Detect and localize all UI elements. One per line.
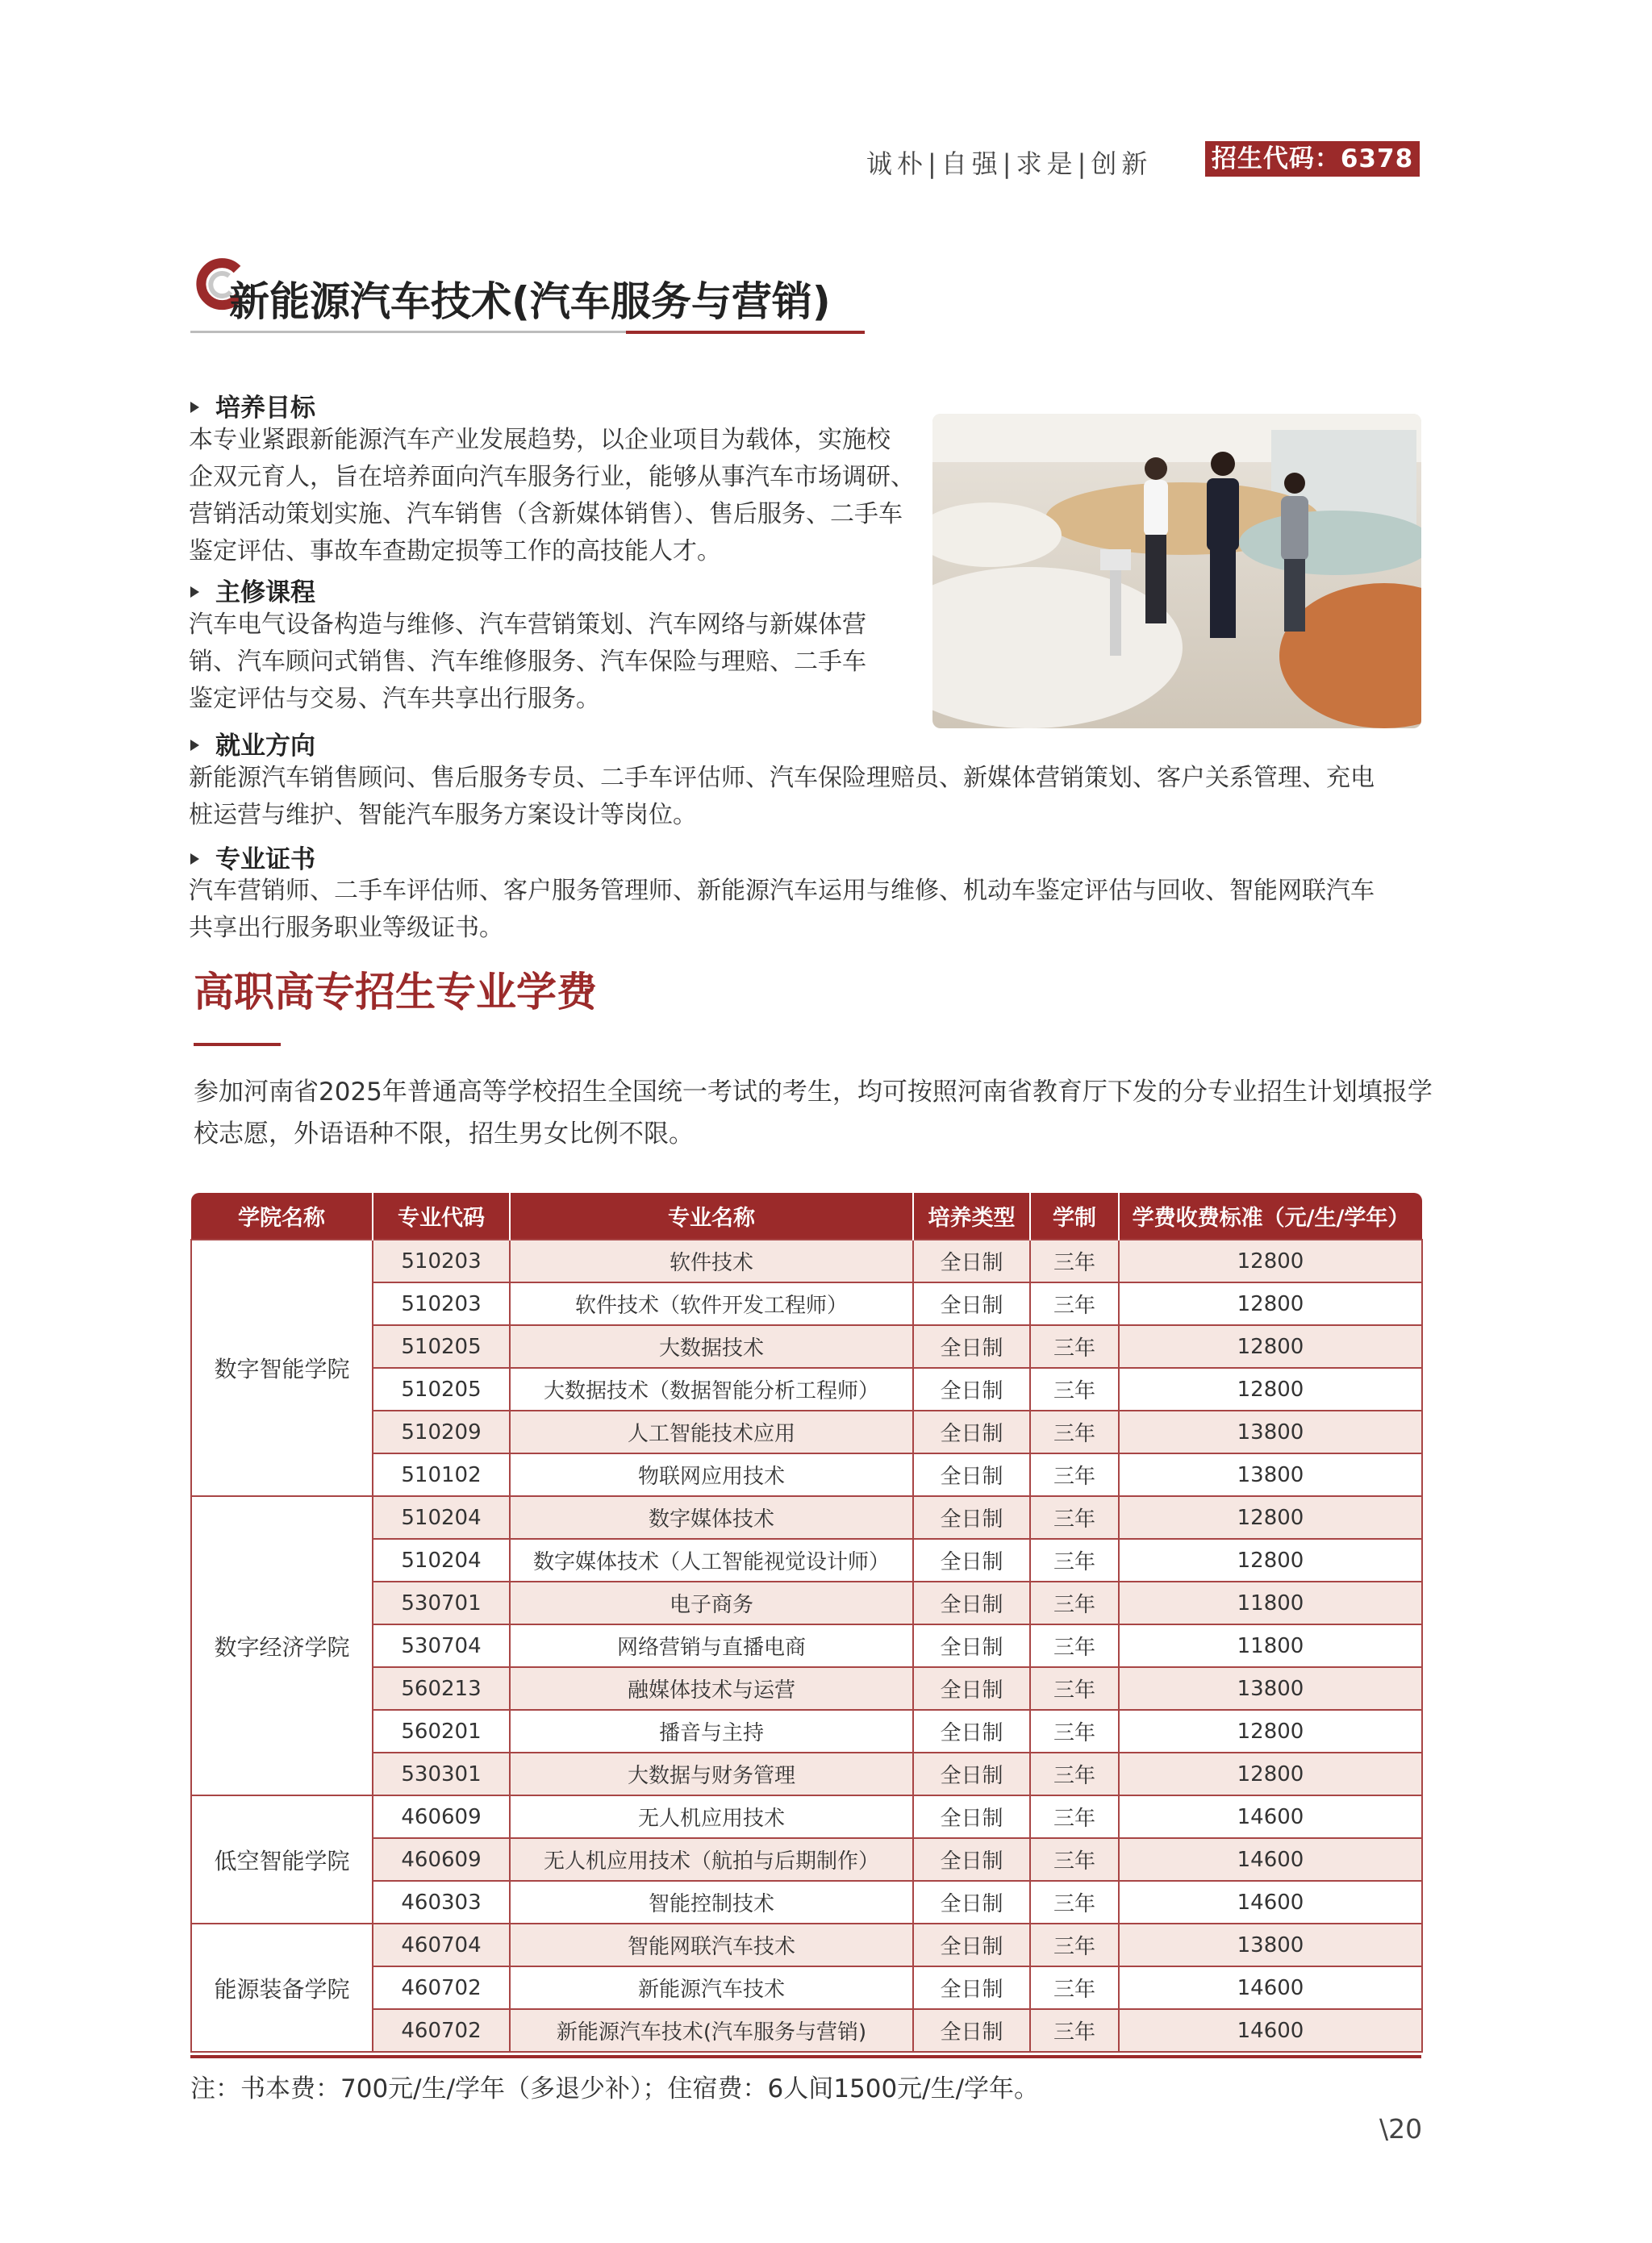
study-type-cell: 全日制 [913, 1539, 1030, 1582]
table-row [191, 2009, 1422, 2052]
tuition-cell: 14600 [1119, 1795, 1422, 1838]
study-type-cell: 全日制 [913, 1582, 1030, 1624]
table-row [191, 1924, 1422, 1966]
column-header: 学院名称 [191, 1193, 373, 1240]
triangle-bullet-icon [190, 853, 199, 865]
tuition-cell: 11800 [1119, 1624, 1422, 1667]
study-type-cell: 全日制 [913, 1453, 1030, 1496]
major-name-cell: 软件技术（软件开发工程师） [510, 1282, 913, 1325]
major-code-cell: 460704 [373, 1924, 510, 1966]
header-motto: 诚朴|自强|求是|创新 [866, 148, 1153, 179]
major-name-cell: 新能源汽车技术(汽车服务与营销) [510, 2009, 913, 2052]
tuition-cell: 13800 [1119, 1453, 1422, 1496]
college-name-cell: 能源装备学院 [191, 1924, 373, 2052]
study-type-cell: 全日制 [913, 1667, 1030, 1710]
tuition-cell: 13800 [1119, 1667, 1422, 1710]
major-code-cell: 460303 [373, 1881, 510, 1924]
study-type-cell: 全日制 [913, 1624, 1030, 1667]
duration-cell: 三年 [1030, 1838, 1119, 1881]
major-name-cell: 无人机应用技术 [510, 1795, 913, 1838]
duration-cell: 三年 [1030, 1411, 1119, 1453]
page-number: \20 [1379, 2113, 1423, 2145]
college-name-cell: 低空智能学院 [191, 1795, 373, 1924]
triangle-bullet-icon [190, 586, 199, 598]
study-type-cell: 全日制 [913, 1240, 1030, 1282]
major-code-cell: 510203 [373, 1240, 510, 1282]
study-type-cell: 全日制 [913, 1368, 1030, 1411]
major-name-cell: 无人机应用技术（航拍与后期制作） [510, 1838, 913, 1881]
tuition-cell: 12800 [1119, 1496, 1422, 1539]
college-name-cell: 数字智能学院 [191, 1240, 373, 1496]
table-row [191, 1325, 1422, 1368]
major-name-cell: 大数据与财务管理 [510, 1753, 913, 1795]
tuition-cell: 13800 [1119, 1924, 1422, 1966]
study-type-cell: 全日制 [913, 1411, 1030, 1453]
column-header: 学制 [1030, 1193, 1119, 1240]
study-type-cell: 全日制 [913, 1282, 1030, 1325]
major-code-cell: 510204 [373, 1496, 510, 1539]
triangle-bullet-icon [190, 740, 199, 751]
duration-cell: 三年 [1030, 1453, 1119, 1496]
section-text-certificates: 汽车营销师、二手车评估师、客户服务管理师、新能源汽车运用与维修、机动车鉴定评估与回收、智能网联汽车 共享出行服务职业等级证书。 [189, 877, 1375, 942]
tuition-cell: 12800 [1119, 1368, 1422, 1411]
table-header-row [191, 1193, 1422, 1240]
major-name-cell: 智能网联汽车技术 [510, 1924, 913, 1966]
column-header: 培养类型 [913, 1193, 1030, 1240]
major-name-cell: 融媒体技术与运营 [510, 1667, 913, 1710]
duration-cell: 三年 [1030, 1795, 1119, 1838]
table-row [191, 1240, 1422, 1282]
duration-cell: 三年 [1030, 1624, 1119, 1667]
table-row [191, 1753, 1422, 1795]
major-code-cell: 460702 [373, 2009, 510, 2052]
tuition-cell: 12800 [1119, 1240, 1422, 1282]
column-header: 学费收费标准（元/生/学年） [1119, 1193, 1422, 1240]
fee-section-title: 高职高专招生专业学费 [194, 969, 597, 1015]
major-code-cell: 530701 [373, 1582, 510, 1624]
tuition-cell: 12800 [1119, 1710, 1422, 1753]
table-row [191, 1881, 1422, 1924]
section-text-careers: 新能源汽车销售顾问、售后服务专员、二手车评估师、汽车保险理赔员、新媒体营销策划、客户关系管理、充电 桩运营与维护、智能汽车服务方案设计等岗位。 [189, 764, 1375, 829]
fee-intro-text: 参加河南省2025年普通高等学校招生全国统一考试的考生，均可按照河南省教育厅下发的分专业招生计划填报学 校志愿，外语语种不限，招生男女比例不限。 [194, 1078, 1433, 1149]
study-type-cell: 全日制 [913, 1753, 1030, 1795]
major-name-cell: 数字媒体技术（人工智能视觉设计师） [510, 1539, 913, 1582]
duration-cell: 三年 [1030, 1282, 1119, 1325]
major-name-cell: 播音与主持 [510, 1710, 913, 1753]
major-name-cell: 大数据技术（数据智能分析工程师） [510, 1368, 913, 1411]
major-code-cell: 460609 [373, 1838, 510, 1881]
tuition-cell: 14600 [1119, 1838, 1422, 1881]
column-header: 专业名称 [510, 1193, 913, 1240]
duration-cell: 三年 [1030, 1924, 1119, 1966]
table-row [191, 1282, 1422, 1325]
table-row [191, 1539, 1422, 1582]
duration-cell: 三年 [1030, 1582, 1119, 1624]
table-row [191, 1710, 1422, 1753]
table-row [191, 1966, 1422, 2009]
enrollment-code-badge: 招生代码：6378 [1205, 141, 1420, 177]
tuition-cell: 13800 [1119, 1411, 1422, 1453]
section-text-goal: 本专业紧跟新能源汽车产业发展趋势，以企业项目为载体，实施校 企双元育人，旨在培养面向汽车服务行业，能够从事汽车市场调研、 营销活动策划实施、汽车销售（含新媒体销售）、售后服务、二手车 鉴定评估、事故车查勘定损等工作的高技能人才。 [189, 426, 915, 565]
major-code-cell: 510205 [373, 1325, 510, 1368]
major-code-cell: 530704 [373, 1624, 510, 1667]
duration-cell: 三年 [1030, 1667, 1119, 1710]
tuition-cell: 14600 [1119, 1966, 1422, 2009]
triangle-bullet-icon [190, 402, 199, 413]
major-code-cell: 510203 [373, 1282, 510, 1325]
duration-cell: 三年 [1030, 1966, 1119, 2009]
column-header: 专业代码 [373, 1193, 510, 1240]
study-type-cell: 全日制 [913, 1710, 1030, 1753]
table-row [191, 1368, 1422, 1411]
major-name-cell: 软件技术 [510, 1240, 913, 1282]
title-underline-accent [626, 331, 865, 334]
major-code-cell: 510205 [373, 1368, 510, 1411]
tuition-table [190, 1193, 1423, 2053]
major-code-cell: 510102 [373, 1453, 510, 1496]
major-name-cell: 智能控制技术 [510, 1881, 913, 1924]
duration-cell: 三年 [1030, 1368, 1119, 1411]
table-row [191, 1582, 1422, 1624]
college-name-cell: 数字经济学院 [191, 1496, 373, 1795]
duration-cell: 三年 [1030, 2009, 1119, 2052]
duration-cell: 三年 [1030, 1496, 1119, 1539]
tuition-cell: 11800 [1119, 1582, 1422, 1624]
major-name-cell: 数字媒体技术 [510, 1496, 913, 1539]
car-showroom-photo [932, 414, 1421, 728]
study-type-cell: 全日制 [913, 1795, 1030, 1838]
section-heading-courses: 主修课程 [190, 572, 315, 608]
fee-footnote: 注：书本费：700元/生/学年（多退少补）；住宿费：6人间1500元/生/学年。 [190, 2074, 1040, 2103]
major-code-cell: 510209 [373, 1411, 510, 1453]
table-row [191, 1453, 1422, 1496]
duration-cell: 三年 [1030, 1753, 1119, 1795]
major-name-cell: 新能源汽车技术 [510, 1966, 913, 2009]
duration-cell: 三年 [1030, 1240, 1119, 1282]
major-name-cell: 大数据技术 [510, 1325, 913, 1368]
tuition-cell: 12800 [1119, 1325, 1422, 1368]
major-code-cell: 560213 [373, 1667, 510, 1710]
study-type-cell: 全日制 [913, 1496, 1030, 1539]
tuition-cell: 12800 [1119, 1539, 1422, 1582]
tuition-cell: 14600 [1119, 1881, 1422, 1924]
duration-cell: 三年 [1030, 1325, 1119, 1368]
major-name-cell: 电子商务 [510, 1582, 913, 1624]
major-code-cell: 460702 [373, 1966, 510, 2009]
table-row [191, 1496, 1422, 1539]
major-code-cell: 460609 [373, 1795, 510, 1838]
major-name-cell: 物联网应用技术 [510, 1453, 913, 1496]
duration-cell: 三年 [1030, 1710, 1119, 1753]
table-bottom-rule [190, 2055, 1421, 2058]
fee-title-underline [194, 1043, 281, 1046]
section-text-courses: 汽车电气设备构造与维修、汽车营销策划、汽车网络与新媒体营 销、汽车顾问式销售、汽车维修服务、汽车保险与理赔、二手车 鉴定评估与交易、汽车共享出行服务。 [189, 611, 866, 713]
study-type-cell: 全日制 [913, 2009, 1030, 2052]
study-type-cell: 全日制 [913, 1924, 1030, 1966]
major-code-cell: 510204 [373, 1539, 510, 1582]
major-code-cell: 560201 [373, 1710, 510, 1753]
title-underline [190, 331, 626, 333]
major-title: 新能源汽车技术(汽车服务与营销) [229, 278, 831, 325]
duration-cell: 三年 [1030, 1881, 1119, 1924]
table-row [191, 1411, 1422, 1453]
table-row [191, 1795, 1422, 1838]
major-name-cell: 网络营销与直播电商 [510, 1624, 913, 1667]
duration-cell: 三年 [1030, 1539, 1119, 1582]
table-row [191, 1838, 1422, 1881]
study-type-cell: 全日制 [913, 1325, 1030, 1368]
section-heading-careers: 就业方向 [190, 725, 315, 761]
section-heading-goal: 培养目标 [190, 387, 315, 423]
major-code-cell: 530301 [373, 1753, 510, 1795]
study-type-cell: 全日制 [913, 1966, 1030, 2009]
table-row [191, 1624, 1422, 1667]
section-heading-certificates: 专业证书 [190, 839, 315, 875]
tuition-cell: 12800 [1119, 1282, 1422, 1325]
tuition-cell: 14600 [1119, 2009, 1422, 2052]
study-type-cell: 全日制 [913, 1881, 1030, 1924]
study-type-cell: 全日制 [913, 1838, 1030, 1881]
major-name-cell: 人工智能技术应用 [510, 1411, 913, 1453]
table-row [191, 1667, 1422, 1710]
tuition-cell: 12800 [1119, 1753, 1422, 1795]
